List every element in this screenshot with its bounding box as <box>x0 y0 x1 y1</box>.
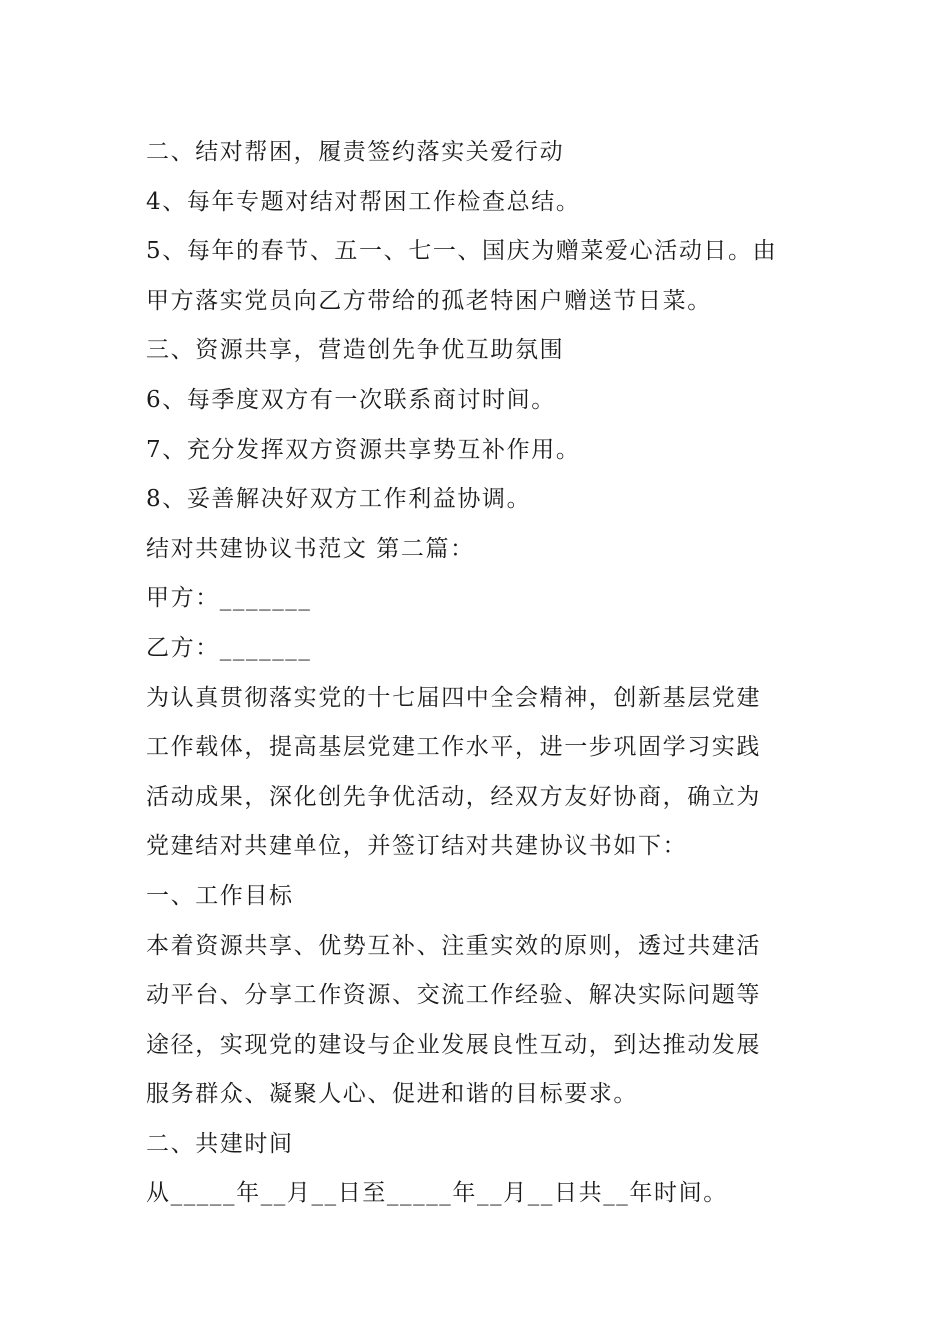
text-line: 为认真贯彻落实党的十七届四中全会精神，创新基层党建 <box>146 684 761 711</box>
text-line: 二、结对帮困，履责签约落实关爱行动 <box>146 139 565 165</box>
text-line: 甲方落实党员向乙方带给的孤老特困户赠送节日菜。 <box>146 287 712 314</box>
text-line: 从_____年__月__日至_____年__月__日共__年时间。 <box>146 1180 728 1207</box>
text-line: 二、共建时间 <box>146 1130 294 1157</box>
document-body <box>146 128 846 1219</box>
text-line: 工作载体，提高基层党建工作水平，进一步巩固学习实践 <box>146 734 761 761</box>
text-line: 结对共建协议书范文 第二篇： <box>146 535 475 562</box>
text-line: 动平台、分享工作资源、交流工作经验、解决实际问题等 <box>146 982 761 1009</box>
text-line: 服务群众、凝聚人心、促进和谐的目标要求。 <box>146 1081 638 1108</box>
text-line: 一、工作目标 <box>146 882 294 909</box>
text-line: 党建结对共建单位，并签订结对共建协议书如下： <box>146 833 688 860</box>
text-line: 甲方：_______ <box>146 585 312 612</box>
text-line: 活动成果，深化创先争优活动，经双方友好协商，确立为 <box>146 783 761 810</box>
text-line: 7、充分发挥双方资源共享势互补作用。 <box>146 436 581 463</box>
text-line: 4、每年专题对结对帮困工作检查总结。 <box>146 188 581 215</box>
text-line: 乙方：_______ <box>146 634 312 661</box>
text-line: 5、每年的春节、五一、七一、国庆为赠菜爱心活动日。由 <box>146 238 778 265</box>
text-line: 8、妥善解决好双方工作利益协调。 <box>146 486 532 513</box>
text-line: 本着资源共享、优势互补、注重实效的原则，透过共建活 <box>146 932 761 959</box>
text-line: 6、每季度双方有一次联系商讨时间。 <box>146 386 556 413</box>
text-line: 途径，实现党的建设与企业发展良性互动，到达推动发展 <box>146 1031 761 1058</box>
text-line: 三、资源共享，营造创先争优互助氛围 <box>146 337 565 364</box>
